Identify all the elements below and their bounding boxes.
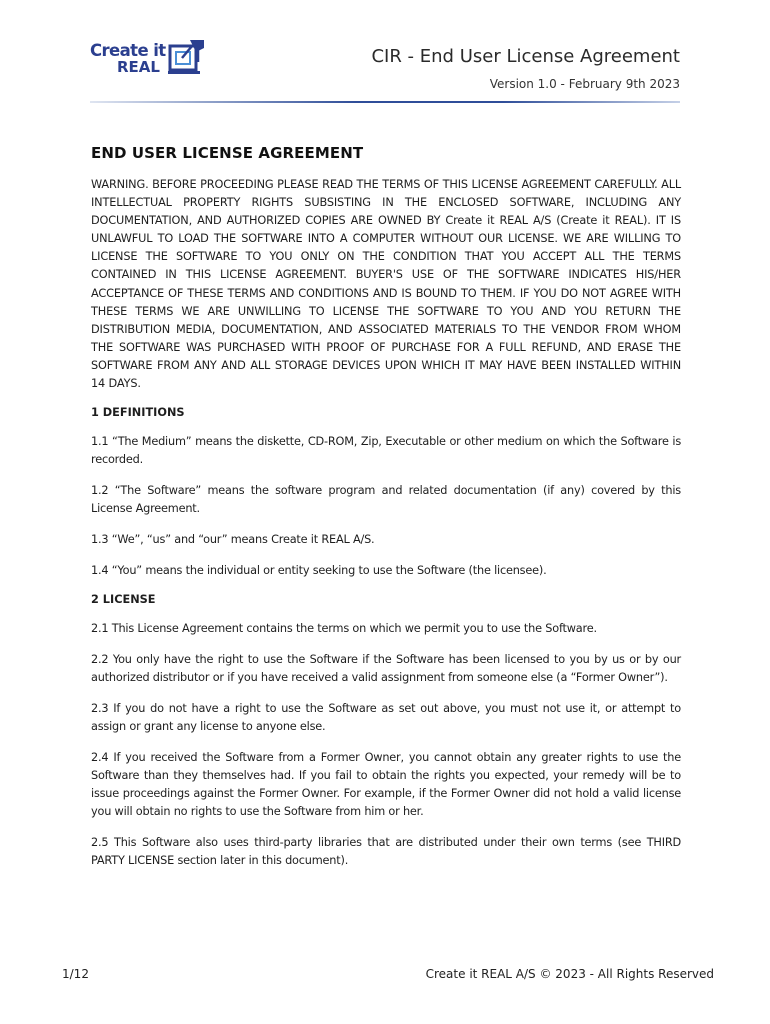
page-number: 1/12 bbox=[62, 967, 89, 981]
warning-paragraph: WARNING. BEFORE PROCEEDING PLEASE READ THE TERMS OF THIS LICENSE AGREEMENT CAREFULLY. ALL INTELLECTUAL PROPERTY RIGHTS SUBSISTING IN THE ENCLOSED SOFTWARE, INCLUDING ANY DOCUMENTATION, AND AUTHORIZED COPIES ARE OWNED BY Create it REAL A/S (Create it REAL). IT IS UNLAWFUL TO LOAD THE SOFTWARE INTO A COMPUTER WITHOUT OUR LICENSE. WE ARE WILLING TO LICENSE THE SOFTWARE TO YOU ONLY ON THE CONDITION THAT YOU ACCEPT ALL THE TERMS CONTAINED IN THIS LICENSE AGREEMENT. BUYER'S USE OF THE SOFTWARE INDICATES HIS/HER ACCEPTANCE OF THESE TERMS AND CONDITIONS AND IS BOUND TO THEM. IF YOU DO NOT AGREE WITH THESE TERMS WE ARE UNWILLING TO LICENSE THE SOFTWARE TO YOU AND YOU RETURN THE DISTRIBUTION MEDIA, DOCUMENTATION, AND ASSOCIATED MATERIALS TO THE VENDOR FROM WHOM THE SOFTWARE WAS PURCHASED WITH PROOF OF PURCHASE FOR A FULL REFUND, AND ERASE THE SOFTWARE FROM ANY AND ALL STORAGE DEVICES UPON WHICH IT MAY HAVE BEEN INSTALLED WITHIN 14 DAYS. bbox=[91, 178, 681, 391]
clause-2-3: 2.3 If you do not have a right to use the Software as set out above, you must not use it, or attempt to assign or grant any license to anyone else. bbox=[91, 702, 681, 734]
company-logo bbox=[90, 38, 210, 78]
clause-2-5: 2.5 This Software also uses third-party libraries that are distributed under their own terms (see THIRD PARTY LICENSE section later in this document). bbox=[91, 836, 681, 868]
clause-1-2: 1.2 “The Software” means the software program and related documentation (if any) covered by this License Agreement. bbox=[91, 484, 681, 516]
header-divider bbox=[90, 101, 680, 103]
document-version: Version 1.0 - February 9th 2023 bbox=[489, 77, 680, 91]
logo-text-line2: REAL bbox=[117, 58, 160, 76]
document-body bbox=[91, 144, 681, 883]
clause-1-3: 1.3 “We”, “us” and “our” means Create it REAL A/S. bbox=[91, 533, 375, 547]
clause-1-1: 1.1 “The Medium” means the diskette, CD-ROM, Zip, Executable or other medium on which the Software is recorded. bbox=[91, 435, 681, 467]
logo-text-line1: Create it bbox=[90, 41, 166, 60]
agreement-heading: END USER LICENSE AGREEMENT bbox=[91, 144, 364, 162]
document-title: CIR - End User License Agreement bbox=[371, 46, 680, 67]
footer-copyright: Create it REAL A/S © 2023 - All Rights Reserved bbox=[425, 967, 714, 981]
clause-2-4: 2.4 If you received the Software from a Former Owner, you cannot obtain any greater rights to use the Software than they themselves had. If you fail to obtain the rights you expected, your remedy will be to issue proceedings against the Former Owner. For example, if the Former Owner did not hold a valid license you will obtain no rights to use the Software from him or her. bbox=[91, 751, 681, 819]
clause-2-2: 2.2 You only have the right to use the Software if the Software has been licensed to you by us or by our authorized distributor or if you have received a valid assignment from someone else (a “Former Owner”). bbox=[91, 653, 681, 685]
clause-1-4: 1.4 “You” means the individual or entity seeking to use the Software (the licensee). bbox=[91, 564, 547, 578]
section-title-license: 2 LICENSE bbox=[91, 593, 156, 607]
section-title-definitions: 1 DEFINITIONS bbox=[91, 406, 185, 420]
clause-2-1: 2.1 This License Agreement contains the terms on which we permit you to use the Software. bbox=[91, 622, 597, 636]
printer-logo-icon bbox=[168, 38, 210, 78]
